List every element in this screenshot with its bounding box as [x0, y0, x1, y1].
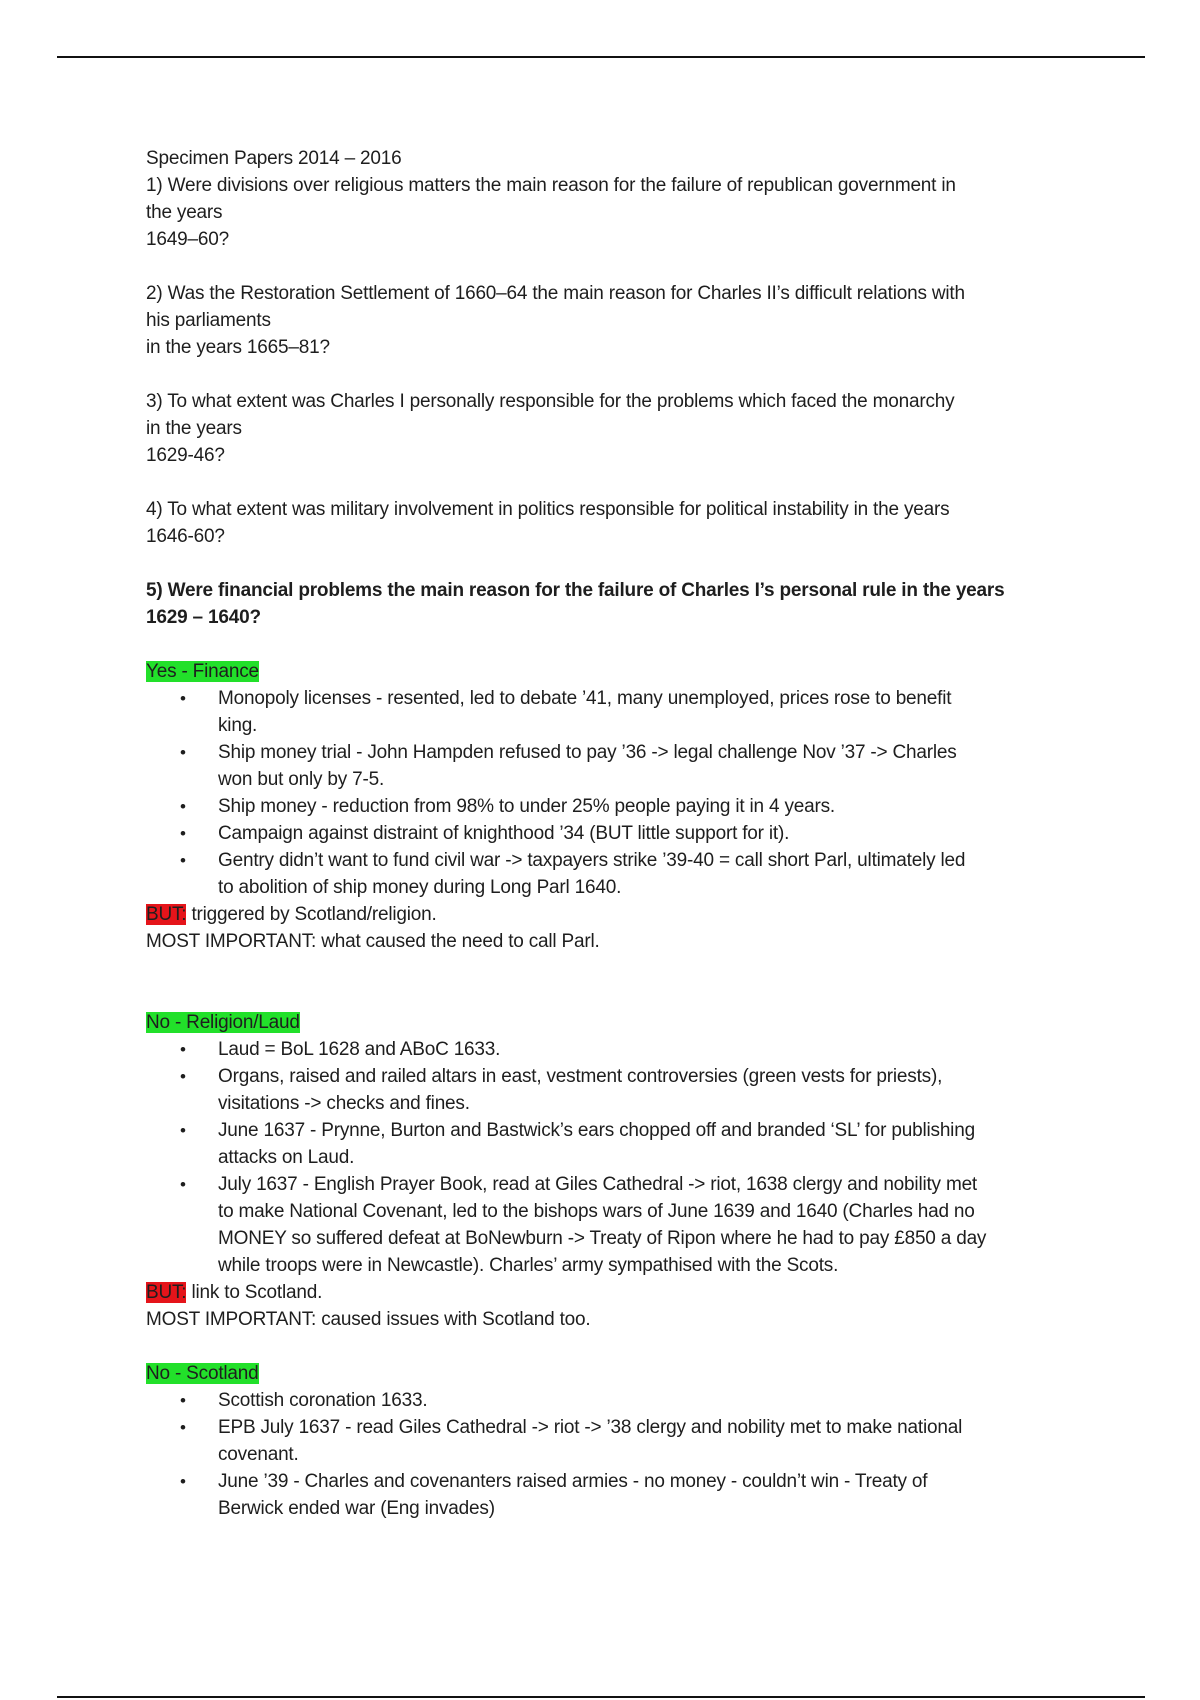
list-item-text: Monopoly licenses - resented, led to debate ’41, many unemployed, prices rose to benefit: [218, 688, 952, 709]
list-item-text: while troops were in Newcastle). Charles’ army sympathised with the Scots.: [218, 1255, 839, 1276]
question-2: [146, 280, 1066, 361]
bullet-icon: •: [180, 851, 186, 870]
question-4: [146, 496, 1066, 550]
list-item-text: June ’39 - Charles and covenanters raised armies - no money - couldn’t win - Treaty of: [218, 1471, 928, 1492]
but-text: triggered by Scotland/religion.: [186, 904, 437, 925]
bullet-icon: •: [180, 1040, 186, 1059]
question-5: [146, 577, 1066, 631]
question-3: [146, 388, 1066, 469]
list-item-text: Laud = BoL 1628 and ABoC 1633.: [218, 1039, 501, 1060]
question-line: 1649–60?: [146, 229, 229, 250]
list-item-text: Scottish coronation 1633.: [218, 1390, 428, 1411]
bullet-icon: •: [180, 1121, 186, 1140]
highlighted-heading: Yes - Finance: [146, 661, 259, 682]
highlighted-heading: No - Religion/Laud: [146, 1012, 300, 1033]
document-body: [146, 145, 1066, 1522]
question-line: his parliaments: [146, 310, 271, 331]
bullet-icon: •: [180, 743, 186, 762]
list-item: [146, 739, 1066, 793]
bottom-rule: [57, 1696, 1145, 1698]
question-line: 3) To what extent was Charles I personally responsible for the problems which faced the monarchy: [146, 391, 955, 412]
question-line: 5) Were financial problems the main reason for the failure of Charles I’s personal rule in the years: [146, 580, 1005, 601]
question-line: 1646-60?: [146, 526, 225, 547]
list-item-text: visitations -> checks and fines.: [218, 1093, 470, 1114]
list-item-text: Campaign against distraint of knighthood ’34 (BUT little support for it).: [218, 823, 790, 844]
list-item: [146, 793, 1066, 820]
bullet-icon: •: [180, 1391, 186, 1410]
bullet-icon: •: [180, 1418, 186, 1437]
question-line: 4) To what extent was military involvement in politics responsible for political instability in the years: [146, 499, 950, 520]
bullet-icon: •: [180, 797, 186, 816]
page-title: Specimen Papers 2014 – 2016: [146, 148, 402, 169]
list-item-text: Ship money - reduction from 98% to under 25% people paying it in 4 years.: [218, 796, 835, 817]
list-item-text: EPB July 1637 - read Giles Cathedral -> riot -> ’38 clergy and nobility met to make national: [218, 1417, 963, 1438]
list-item-text: attacks on Laud.: [218, 1147, 355, 1168]
question-line: the years: [146, 202, 223, 223]
list-item-text: July 1637 - English Prayer Book, read at Giles Cathedral -> riot, 1638 clergy and nobility met: [218, 1174, 978, 1195]
most-important-note: MOST IMPORTANT: caused issues with Scotland too.: [146, 1309, 591, 1330]
bullet-icon: •: [180, 1472, 186, 1491]
but-note: [146, 901, 1066, 928]
question-line: 1) Were divisions over religious matters the main reason for the failure of republican government in: [146, 175, 956, 196]
religion-bullet-list: [146, 1036, 1066, 1279]
list-item-text: to abolition of ship money during Long Parl 1640.: [218, 877, 622, 898]
bullet-icon: •: [180, 1175, 186, 1194]
list-item-text: king.: [218, 715, 258, 736]
but-note: [146, 1279, 1066, 1306]
bullet-icon: •: [180, 689, 186, 708]
question-line: 1629-46?: [146, 445, 225, 466]
but-text: link to Scotland.: [186, 1282, 323, 1303]
highlighted-heading: No - Scotland: [146, 1363, 259, 1384]
bullet-icon: •: [180, 1067, 186, 1086]
list-item-text: Organs, raised and railed altars in east, vestment controversies (green vests for priests),: [218, 1066, 943, 1087]
list-item-text: MONEY so suffered defeat at BoNewburn -> Treaty of Ripon where he had to pay £850 a day: [218, 1228, 987, 1249]
list-item-text: covenant.: [218, 1444, 299, 1465]
section-heading-religion: [146, 1009, 1066, 1036]
list-item: [146, 820, 1066, 847]
list-item: [146, 1036, 1066, 1063]
finance-bullet-list: [146, 685, 1066, 901]
list-item-text: Berwick ended war (Eng invades): [218, 1498, 495, 1519]
list-item: [146, 1387, 1066, 1414]
top-rule: [57, 56, 1145, 58]
list-item: [146, 1117, 1066, 1171]
question-line: 1629 – 1640?: [146, 607, 261, 628]
most-important-note: MOST IMPORTANT: what caused the need to call Parl.: [146, 931, 600, 952]
question-line: 2) Was the Restoration Settlement of 1660–64 the main reason for Charles II’s difficult relations with: [146, 283, 965, 304]
but-label: BUT:: [146, 904, 187, 925]
section-heading-finance: [146, 658, 1066, 685]
list-item: [146, 1063, 1066, 1117]
list-item-text: to make National Covenant, led to the bishops wars of June 1639 and 1640 (Charles had no: [218, 1201, 975, 1222]
list-item-text: Gentry didn’t want to fund civil war -> taxpayers strike ’39-40 = call short Parl, ultimately led: [218, 850, 966, 871]
list-item: [146, 1414, 1066, 1468]
list-item: [146, 1171, 1066, 1279]
bullet-icon: •: [180, 824, 186, 843]
list-item-text: won but only by 7-5.: [218, 769, 385, 790]
list-item-text: Ship money trial - John Hampden refused to pay ’36 -> legal challenge Nov ’37 -> Charles: [218, 742, 957, 763]
scotland-bullet-list: [146, 1387, 1066, 1522]
list-item: [146, 685, 1066, 739]
list-item: [146, 847, 1066, 901]
question-line: in the years: [146, 418, 242, 439]
section-heading-scotland: [146, 1360, 1066, 1387]
list-item-text: June 1637 - Prynne, Burton and Bastwick’s ears chopped off and branded ‘SL’ for publishing: [218, 1120, 975, 1141]
question-1: [146, 172, 1066, 253]
list-item: [146, 1468, 1066, 1522]
but-label: BUT:: [146, 1282, 187, 1303]
question-line: in the years 1665–81?: [146, 337, 330, 358]
